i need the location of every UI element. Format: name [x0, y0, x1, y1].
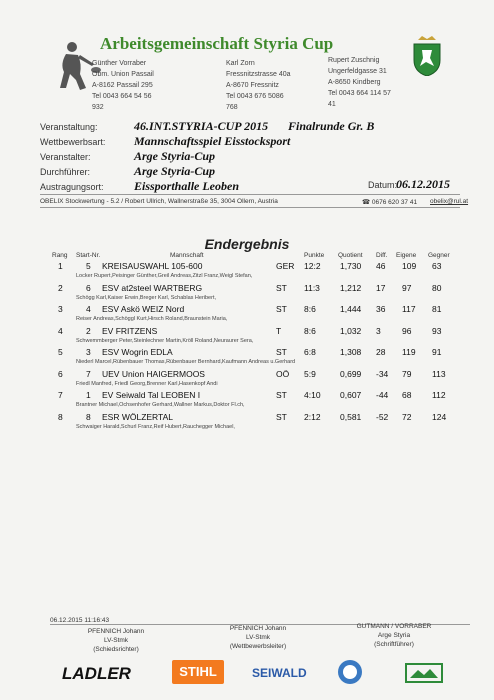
cell-diff: 3 [376, 325, 381, 336]
cell-quotient: 0,607 [340, 390, 362, 400]
cell-diff: 28 [376, 347, 386, 357]
cell-quotient: 0,699 [340, 368, 362, 379]
player-list: Schwaiger Harald,Schurl Franz,Reif Hubert,Rauchegger Michael, [76, 423, 235, 430]
cell-opp: 63 [432, 261, 442, 271]
contact-zuschnig: Rupert Zuschnig Ungerfeldgasse 31 A-8650 Kindberg Tel 0043 664 114 57 41 [328, 57, 391, 108]
cell-nat: ST [276, 347, 287, 357]
cell-points: 2:12 [304, 411, 321, 422]
table-row [0, 390, 494, 412]
cell-points: 6:8 [304, 347, 316, 357]
seiwald-logo: SEIWALD [252, 666, 307, 680]
cell-start: 2 [86, 325, 91, 336]
cell-quotient: 1,212 [340, 282, 362, 293]
cell-start: 5 [86, 261, 91, 271]
cell-quotient: 1,032 [340, 325, 362, 336]
cell-team: ESR WÖLZERTAL [102, 411, 174, 422]
cell-rang: 1 [58, 261, 63, 271]
table-row [0, 369, 494, 391]
signature-referee: PFENNICH Johann LV-Stmk (Schiedsrichter) [87, 628, 145, 653]
cell-quotient: 1,444 [340, 304, 362, 314]
cell-quotient: 1,308 [340, 347, 362, 357]
col-team: Mannschaft [170, 252, 204, 259]
cell-nat: OÖ [276, 368, 290, 379]
cell-nat: ST [276, 411, 287, 422]
col-start: Start-Nr. [76, 252, 101, 259]
player-list: Reiser Andreas,Schöggl Kurt,Hirsch Roland,Braunstein Maria, [76, 316, 228, 322]
cell-own: 72 [402, 411, 412, 422]
competition-type-value: Mannschaftsspiel Eisstocksport [134, 134, 291, 148]
table-row [0, 304, 494, 326]
cell-opp: 81 [432, 304, 442, 314]
org-title: Arbeitsgemeinschaft Styria Cup [100, 34, 334, 53]
cell-own: 109 [402, 261, 417, 271]
cell-own: 119 [402, 347, 416, 357]
divider [40, 194, 460, 195]
cell-team: EV FRITZENS [102, 325, 158, 336]
col-points: Punkte [304, 252, 325, 259]
cell-diff: -44 [376, 390, 389, 400]
col-own: Eigene [396, 252, 417, 259]
player-list: Brantner Michael,Ochsenhofer Gerhard,Wallner Markus,Doktor Fl.ch, [76, 402, 245, 408]
divider [40, 207, 460, 208]
player-list: Schwemmberger Peter,Steinlechner Martin,Kröll Roland,Neuraurer Sera, [76, 337, 254, 344]
cell-nat: T [276, 325, 282, 336]
executor-value: Arge Styria-Cup [134, 164, 216, 178]
player-list: Friedl Manfred, Friedl Georg,Brenner Karl,Hasenkopf Andi [76, 380, 218, 387]
cell-opp: 113 [432, 368, 446, 379]
cell-opp: 91 [432, 347, 442, 357]
cell-diff: 36 [376, 304, 386, 314]
styria-crest-icon [412, 36, 442, 76]
cell-own: 96 [402, 325, 412, 336]
cell-start: 6 [86, 282, 91, 293]
cell-start: 8 [86, 411, 91, 422]
cell-nat: ST [276, 282, 287, 293]
cell-diff: 46 [376, 261, 386, 271]
venue-value: Eissporthalle Leoben [134, 179, 240, 193]
cell-own: 79 [402, 368, 412, 379]
cell-start: 4 [86, 304, 91, 314]
cell-diff: 17 [376, 282, 386, 293]
cell-points: 4:10 [304, 390, 321, 400]
player-list: Niederl Marcel,Rübenbauer Thomas,Rübenbauer Bernhard,Kaufmann Andreas u.Gerhard [76, 359, 296, 365]
table-row [0, 261, 494, 283]
date-value: 06.12.2015 [396, 177, 450, 191]
venue-label: Austragungsort: [40, 182, 104, 192]
cell-points: 5:9 [304, 368, 316, 379]
stihl-logo: STIHL [172, 660, 224, 684]
cell-team: KREISAUSWAHL 105-600 [102, 261, 203, 271]
cell-rang: 2 [58, 282, 63, 293]
cell-team: UEV Union HAIGERMOOS [102, 368, 205, 379]
phone-info: ☎ 0676 620 37 41 [362, 199, 418, 206]
cell-quotient: 0,581 [340, 411, 362, 422]
ladler-logo: LADLER [62, 664, 131, 683]
contact-zorn: Karl Zorn Fressnitzstrasse 40a A-8670 Fressnitz Tel 0043 676 5086 768 [226, 60, 291, 111]
cell-start: 1 [86, 390, 91, 400]
table-row [0, 412, 494, 434]
cell-quotient: 1,730 [340, 261, 362, 271]
executor-label: Durchführer: [40, 167, 91, 177]
sponsor-building-icon [404, 660, 444, 686]
cell-points: 11:3 [304, 282, 320, 293]
cell-rang: 4 [58, 325, 63, 336]
cell-start: 7 [86, 368, 91, 379]
player-list: Schögg Karl,Kaiser Erwin,Breger Karl, Schablas Heribert, [76, 294, 217, 301]
cell-own: 97 [402, 282, 412, 293]
cell-opp: 93 [432, 325, 442, 336]
col-rang: Rang [52, 252, 68, 259]
event-value: 46.INT.STYRIA-CUP 2015 [134, 119, 269, 133]
software-info: OBELIX Stockwertung - 5.2 / Robert Ullrich, Wallnerstraße 35, 3004 Ollern, Austria [40, 198, 278, 205]
signature-secretary: GUTMANN / VORRABER Arge Styria (Schriftführer) [356, 623, 432, 648]
cell-diff: -52 [376, 411, 389, 422]
cell-points: 8:6 [304, 304, 316, 314]
cell-nat: ST [276, 390, 287, 400]
signature-director: PFENNICH Johann LV-Stmk (Wettbewerbsleiter) [229, 625, 287, 650]
player-list: Locker Rupert,Peisinger Günther,Greil Andreas,Zitzl Franz,Weigl Stefan, [76, 273, 253, 279]
cell-own: 117 [402, 304, 416, 314]
cell-team: ESV Askö WEIZ Nord [102, 304, 185, 314]
cell-opp: 80 [432, 282, 442, 293]
cell-team: EV Seiwald Tal LEOBEN I [102, 390, 201, 400]
organizer-label: Veranstalter: [40, 152, 91, 162]
organizer-value: Arge Styria-Cup [134, 149, 216, 163]
results-heading: Endergebnis [204, 236, 290, 252]
cell-opp: 124 [432, 411, 447, 422]
print-timestamp: 06.12.2015 11:16:43 [50, 617, 110, 624]
cell-start: 3 [86, 347, 91, 357]
cell-rang: 6 [58, 368, 63, 379]
cell-team: ESV Wogrin EDLA [102, 347, 173, 357]
cell-rang: 3 [58, 304, 63, 314]
contact-vorraber: Günther Vorraber Obm. Union Passail A-8162 Passail 295 Tel 0043 664 54 56 932 [92, 60, 154, 111]
cell-points: 12:2 [304, 261, 321, 271]
cell-nat: ST [276, 304, 287, 314]
table-row [0, 347, 494, 369]
email-link[interactable]: obelix@rul.at [430, 198, 469, 205]
col-quotient: Quotient [338, 252, 363, 259]
sponsor-badge-icon [336, 658, 364, 686]
table-row [0, 326, 494, 348]
cell-rang: 7 [58, 390, 63, 400]
cell-opp: 112 [432, 390, 446, 400]
table-row [0, 283, 494, 305]
cell-rang: 8 [58, 411, 63, 422]
event-label: Veranstaltung: [40, 122, 98, 132]
event-extra: Finalrunde Gr. B [288, 119, 375, 133]
cell-nat: GER [276, 261, 295, 271]
cell-own: 68 [402, 390, 412, 400]
col-opp: Gegner [428, 252, 450, 259]
cell-rang: 5 [58, 347, 63, 357]
competition-type-label: Wettbewerbsart: [40, 137, 106, 147]
cell-points: 8:6 [304, 325, 316, 336]
cell-team: ESV at2steel WARTBERG [102, 282, 203, 293]
cell-diff: -34 [376, 368, 389, 379]
col-diff: Diff. [376, 252, 388, 259]
date-label: Datum: [368, 180, 398, 190]
